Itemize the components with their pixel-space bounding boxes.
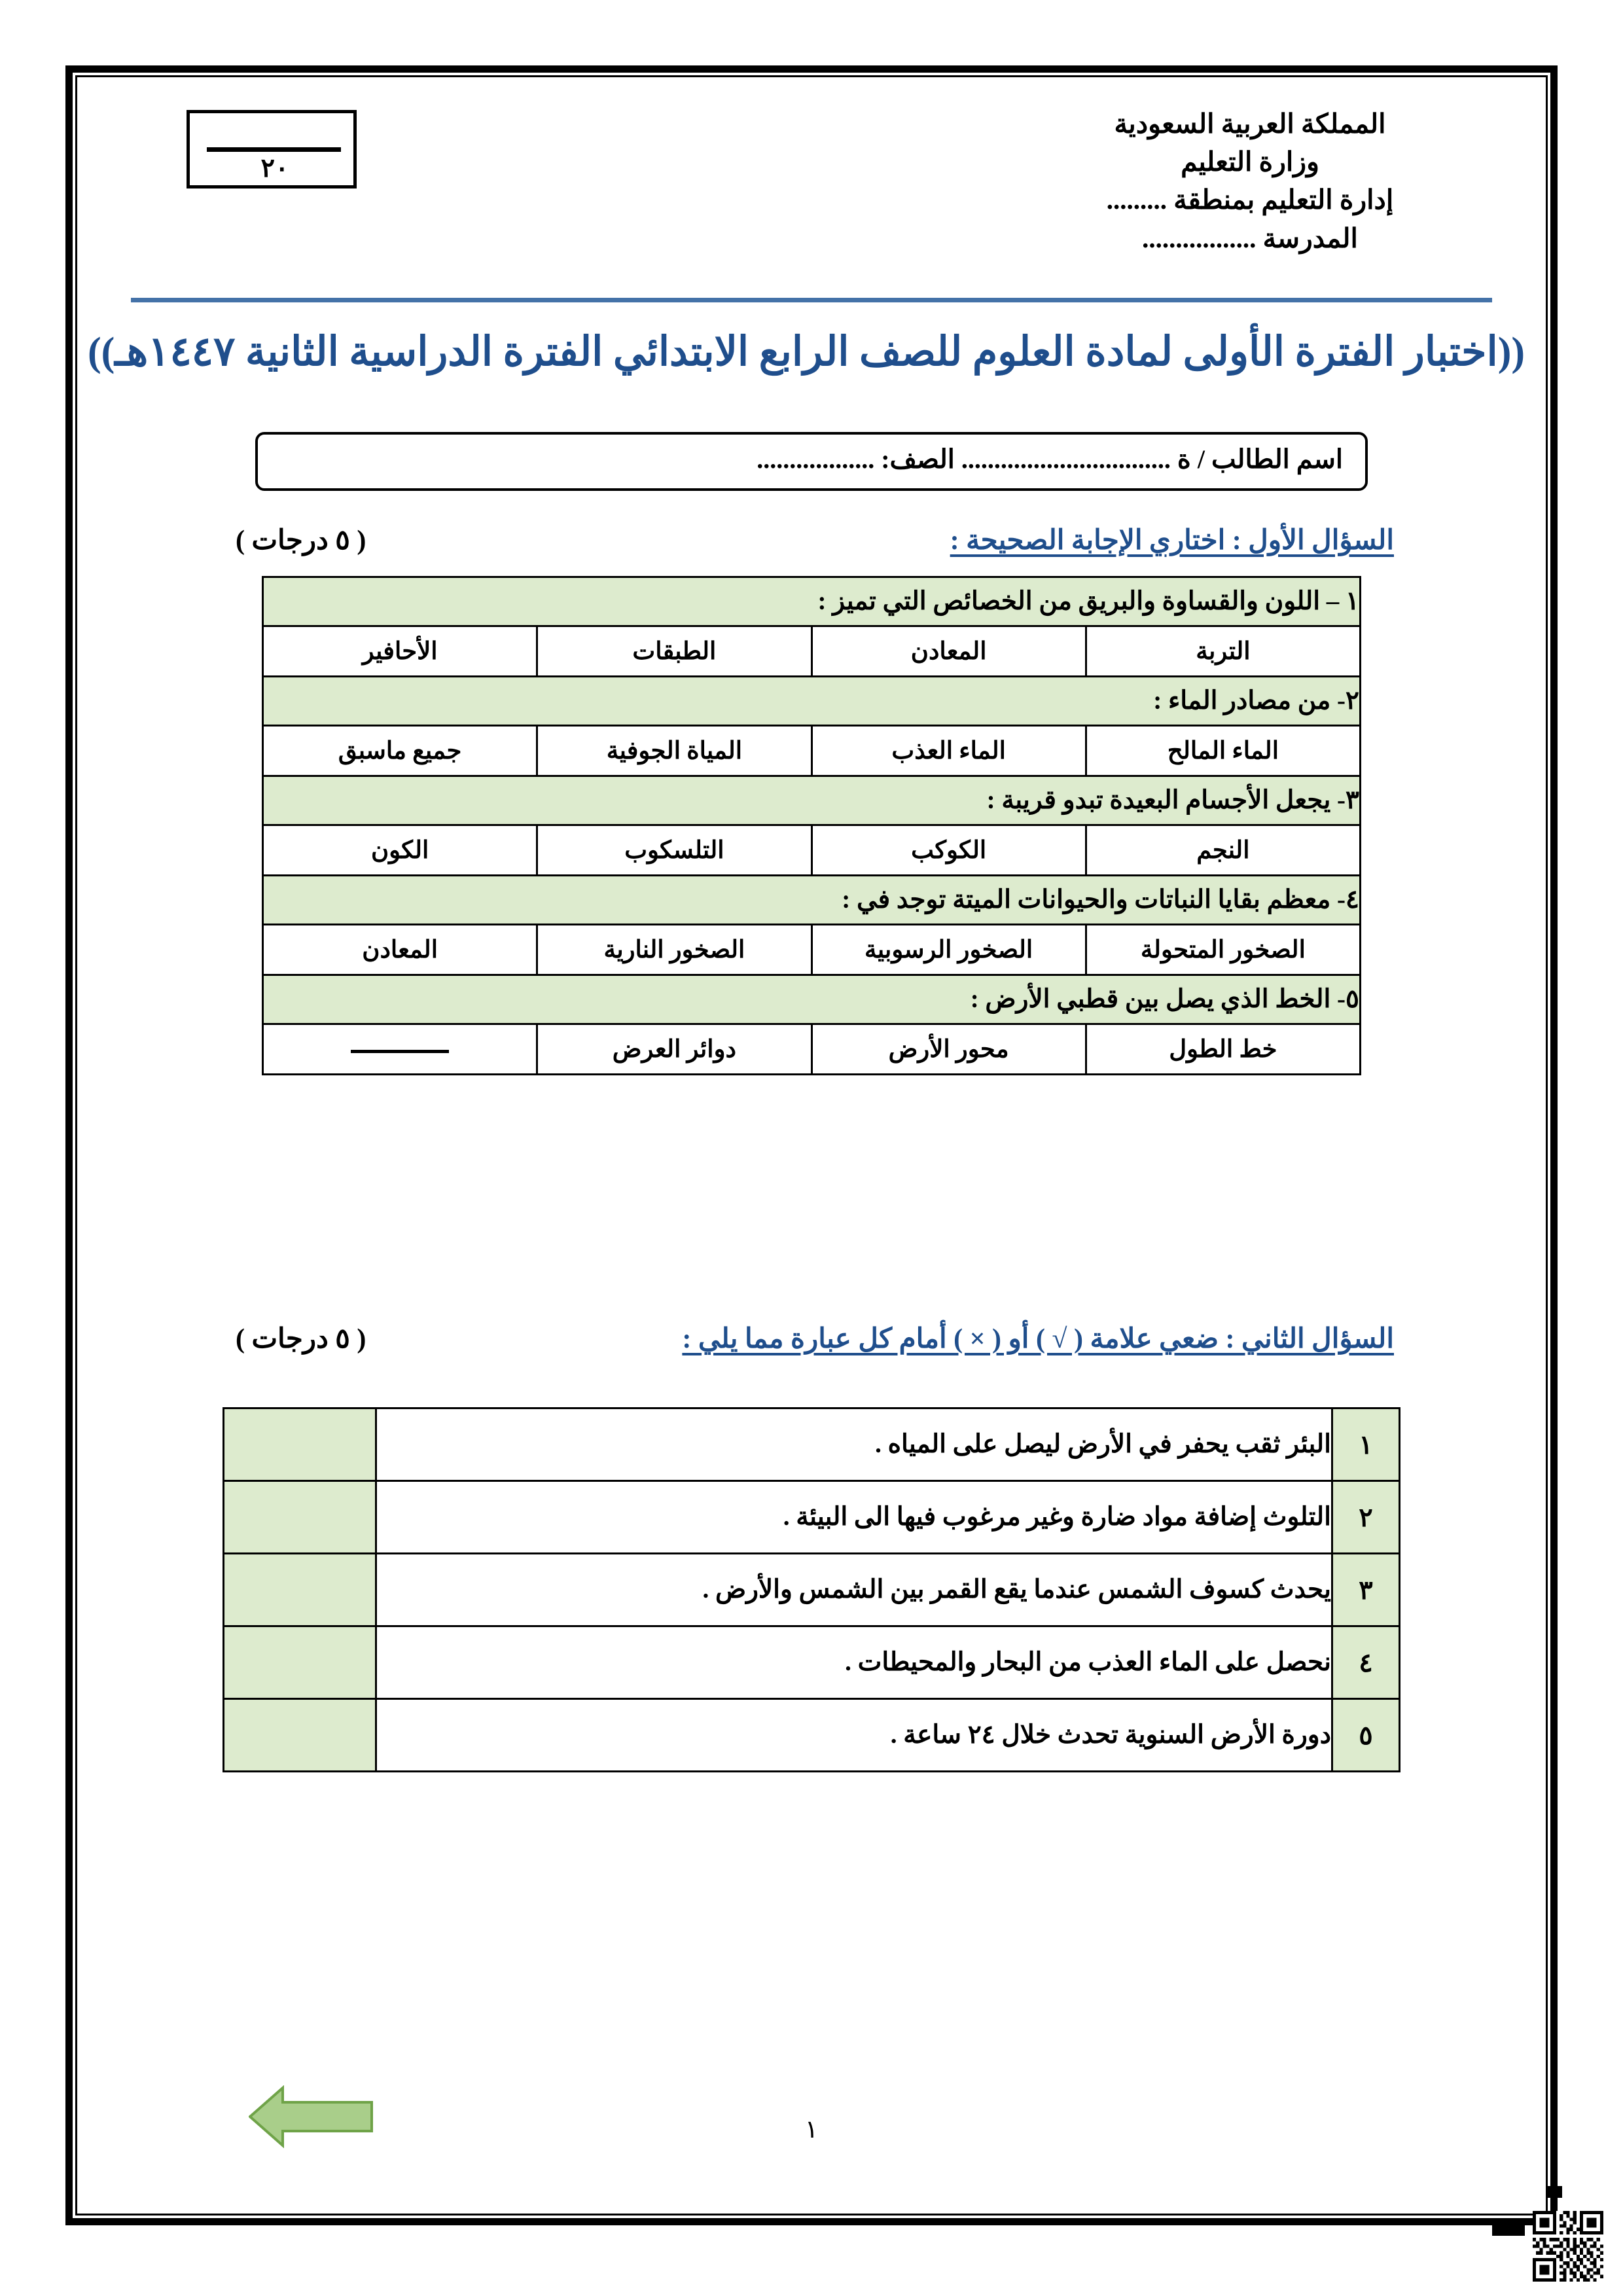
tf-statement: يحدث كسوف الشمس عندما يقع القمر بين الشمس والأرض .	[376, 1554, 1332, 1626]
mcq-option[interactable]: خط الطول	[1086, 1024, 1360, 1075]
table-row	[263, 577, 1361, 626]
mcq-option[interactable]: الماء المالح	[1086, 726, 1360, 776]
tf-row-number: ٢	[1332, 1481, 1400, 1554]
mcq-option[interactable]: الصخور الرسوبية	[812, 925, 1086, 975]
tf-row-number: ٥	[1332, 1699, 1400, 1772]
page-number: ١	[804, 2116, 819, 2144]
mcq-option[interactable]: محور الأرض	[812, 1024, 1086, 1075]
tf-statement: التلوث إضافة مواد ضارة وغير مرغوب فيها الى البيئة .	[376, 1481, 1332, 1554]
document-header	[98, 92, 1525, 268]
mcq-prompt: ١ – اللون والقساوة والبريق من الخصائص التي تميز :	[263, 577, 1361, 626]
blank-answer-rule	[351, 1050, 449, 1053]
table-row	[263, 876, 1361, 925]
ministry-label: وزارة التعليم	[1181, 147, 1319, 177]
question1-marks: ( ٥ درجات )	[236, 526, 366, 556]
mcq-option[interactable]: الطبقات	[537, 626, 812, 677]
mcq-option[interactable]: الصخور المتحولة	[1086, 925, 1360, 975]
tf-answer-cell[interactable]	[224, 1554, 376, 1626]
next-page-arrow-icon[interactable]	[249, 2085, 373, 2148]
grade-fraction-line	[207, 147, 341, 152]
true-false-table	[223, 1407, 1400, 1772]
tf-statement: البئر ثقب يحفر في الأرض ليصل على المياه .	[376, 1408, 1332, 1481]
tf-answer-cell[interactable]	[224, 1699, 376, 1772]
exam-title: ((اختبار الفترة الأولى لمادة العلوم للصف الرابع الابتدائي الفترة الدراسية الثانية ١٤٤٧هـ))	[88, 330, 1525, 374]
table-row	[263, 726, 1361, 776]
qr-bar-mark-2	[1492, 2225, 1525, 2236]
school-name-label: المدرسة .................	[1142, 223, 1358, 253]
mcq-option[interactable]: التلسكوب	[537, 825, 812, 876]
mcq-option[interactable]: دوائر العرض	[537, 1024, 812, 1075]
mcq-option-blank[interactable]	[263, 1024, 537, 1075]
multiple-choice-table	[262, 576, 1361, 1075]
education-directorate-label: إدارة التعليم بمنطقة .........	[1106, 185, 1394, 215]
qr-tick-mark	[1546, 2186, 1550, 2198]
tf-statement: نحصل على الماء العذب من البحار والمحيطات .	[376, 1626, 1332, 1699]
mcq-option[interactable]: الأحافير	[263, 626, 537, 677]
table-row	[263, 975, 1361, 1024]
tf-row-number: ٣	[1332, 1554, 1400, 1626]
mcq-option[interactable]: المعادن	[263, 925, 537, 975]
table-row	[224, 1408, 1400, 1481]
mcq-prompt: ٤- معظم بقايا النباتات والحيوانات الميتة توجد في :	[263, 876, 1361, 925]
qr-tick-mark-2	[1554, 2186, 1562, 2198]
tf-row-number: ٤	[1332, 1626, 1400, 1699]
tf-statement: دورة الأرض السنوية تحدث خلال ٢٤ ساعة .	[376, 1699, 1332, 1772]
table-row	[224, 1554, 1400, 1626]
page-content	[88, 92, 1525, 2199]
mcq-option[interactable]: الماء العذب	[812, 726, 1086, 776]
table-row	[263, 677, 1361, 726]
question2-heading: السؤال الثاني : ضعي علامة ( √ ) أو ( × ) أمام كل عبارة مما يلي :	[682, 1324, 1394, 1354]
table-row	[224, 1626, 1400, 1699]
header-divider-rule	[131, 298, 1492, 302]
table-row	[224, 1481, 1400, 1554]
mcq-option[interactable]: جميع ماسبق	[263, 726, 537, 776]
table-row	[263, 626, 1361, 677]
table-row	[263, 925, 1361, 975]
question1-heading: السؤال الأول : اختاري الإجابة الصحيحة :	[950, 526, 1394, 556]
grade-total-marks: ٢٠	[260, 153, 289, 183]
school-identification-block	[1001, 105, 1499, 257]
tf-answer-cell[interactable]	[224, 1408, 376, 1481]
table-row	[263, 1024, 1361, 1075]
table-row	[224, 1699, 1400, 1772]
question2-marks: ( ٥ درجات )	[236, 1324, 366, 1354]
mcq-prompt: ٢- من مصادر الماء :	[263, 677, 1361, 726]
mcq-option[interactable]: الكوكب	[812, 825, 1086, 876]
mcq-prompt: ٥- الخط الذي يصل بين قطبي الأرض :	[263, 975, 1361, 1024]
mcq-option[interactable]: التربة	[1086, 626, 1360, 677]
mcq-option[interactable]: المعادن	[812, 626, 1086, 677]
student-name-field-label: اسم الطالب / ة ................................ الصف: ..................	[757, 444, 1343, 474]
question1-heading-row	[98, 524, 1525, 569]
mcq-option[interactable]: المياة الجوفية	[537, 726, 812, 776]
tf-row-number: ١	[1332, 1408, 1400, 1481]
qr-code-icon	[1533, 2211, 1603, 2282]
mcq-option[interactable]: النجم	[1086, 825, 1360, 876]
tf-answer-cell[interactable]	[224, 1626, 376, 1699]
country-label: المملكة العربية السعودية	[1114, 109, 1386, 139]
table-row	[263, 776, 1361, 825]
qr-bar-mark	[1492, 2219, 1525, 2223]
mcq-option[interactable]: الكون	[263, 825, 537, 876]
mcq-prompt: ٣- يجعل الأجسام البعيدة تبدو قريبة :	[263, 776, 1361, 825]
grade-score-box	[187, 110, 357, 188]
student-name-box[interactable]	[255, 432, 1368, 491]
table-row	[263, 825, 1361, 876]
question2-heading-row	[98, 1322, 1525, 1368]
mcq-option[interactable]: الصخور النارية	[537, 925, 812, 975]
tf-answer-cell[interactable]	[224, 1481, 376, 1554]
